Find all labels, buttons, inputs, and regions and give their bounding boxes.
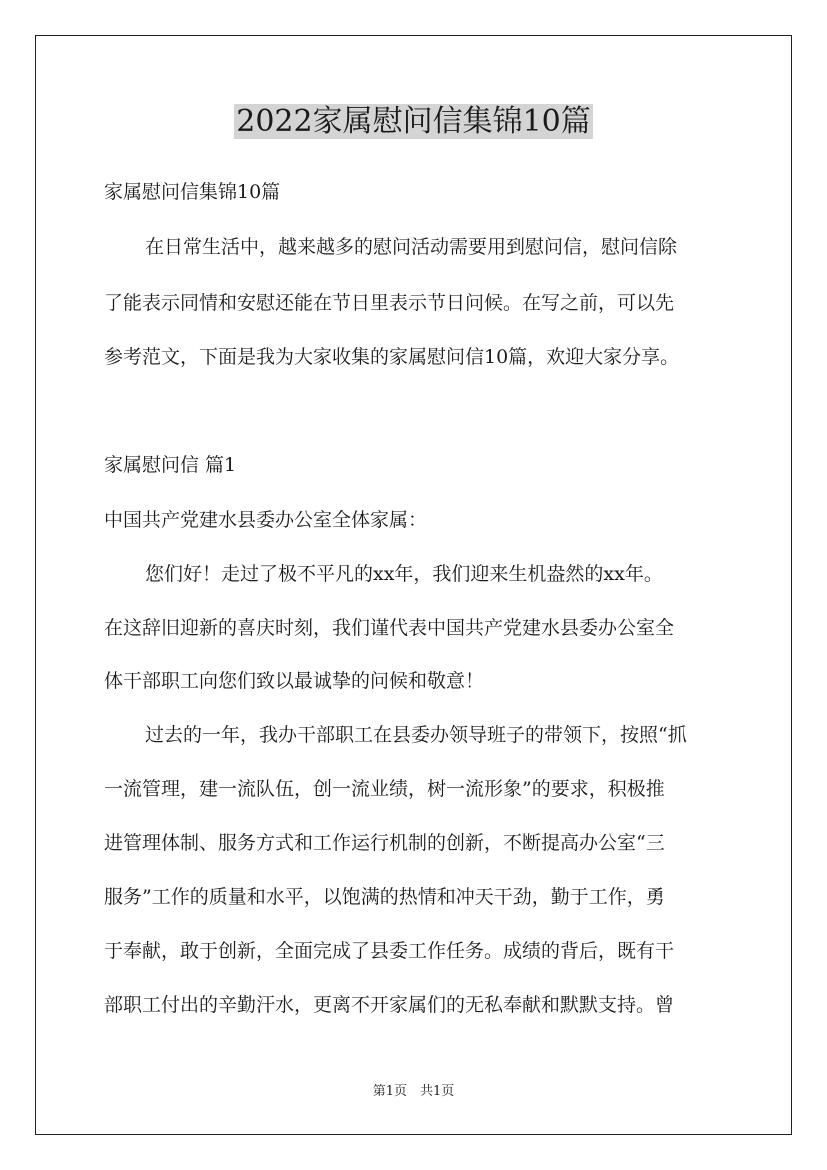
letter-salutation: 中国共产党建水县委办公室全体家属： (104, 509, 428, 531)
paragraph-line: 服务”工作的质量和水平，以饱满的热情和冲天干劲，勤于工作，勇 (104, 886, 665, 908)
paragraph-line: 进管理体制、服务方式和工作运行机制的创新，不断提高办公室“三 (104, 832, 665, 854)
intro-line: 在日常生活中，越来越多的慰问活动需要用到慰问信，慰问信除 (145, 236, 678, 258)
intro-line: 参考范文，下面是我为大家收集的家属慰问信10篇，欢迎大家分享。 (104, 346, 680, 368)
paragraph-line: 一流管理，建一流队伍，创一流业绩，树一流形象”的要求，积极推 (104, 778, 665, 800)
paragraph-line: 在这辞旧迎新的喜庆时刻，我们谨代表中国共产党建水县委办公室全 (104, 617, 675, 639)
document-title-text: 2022家属慰问信集锦10篇 (236, 104, 591, 139)
paragraph-line: 过去的一年，我办干部职工在县委办领导班子的带领下，按照“抓 (145, 724, 687, 746)
intro-line: 了能表示同情和安慰还能在节日里表示节日问候。在写之前，可以先 (104, 292, 675, 314)
document-subtitle: 家属慰问信集锦10篇 (104, 181, 281, 203)
page-number-footer: 第1页 共1页 (372, 1084, 455, 1099)
paragraph-line: 部职工付出的辛勤汗水，更离不开家属们的无私奉献和默默支持。曾 (104, 994, 675, 1016)
section-heading: 家属慰问信 篇1 (104, 454, 237, 476)
document-title (0, 100, 827, 144)
paragraph-line: 体干部职工向您们致以最诚挚的问候和敬意！ (104, 670, 485, 692)
paragraph-line: 您们好！走过了极不平凡的xx年，我们迎来生机盎然的xx年。 (145, 563, 663, 585)
paragraph-line: 于奉献，敢于创新，全面完成了县委工作任务。成绩的背后，既有干 (104, 940, 675, 962)
